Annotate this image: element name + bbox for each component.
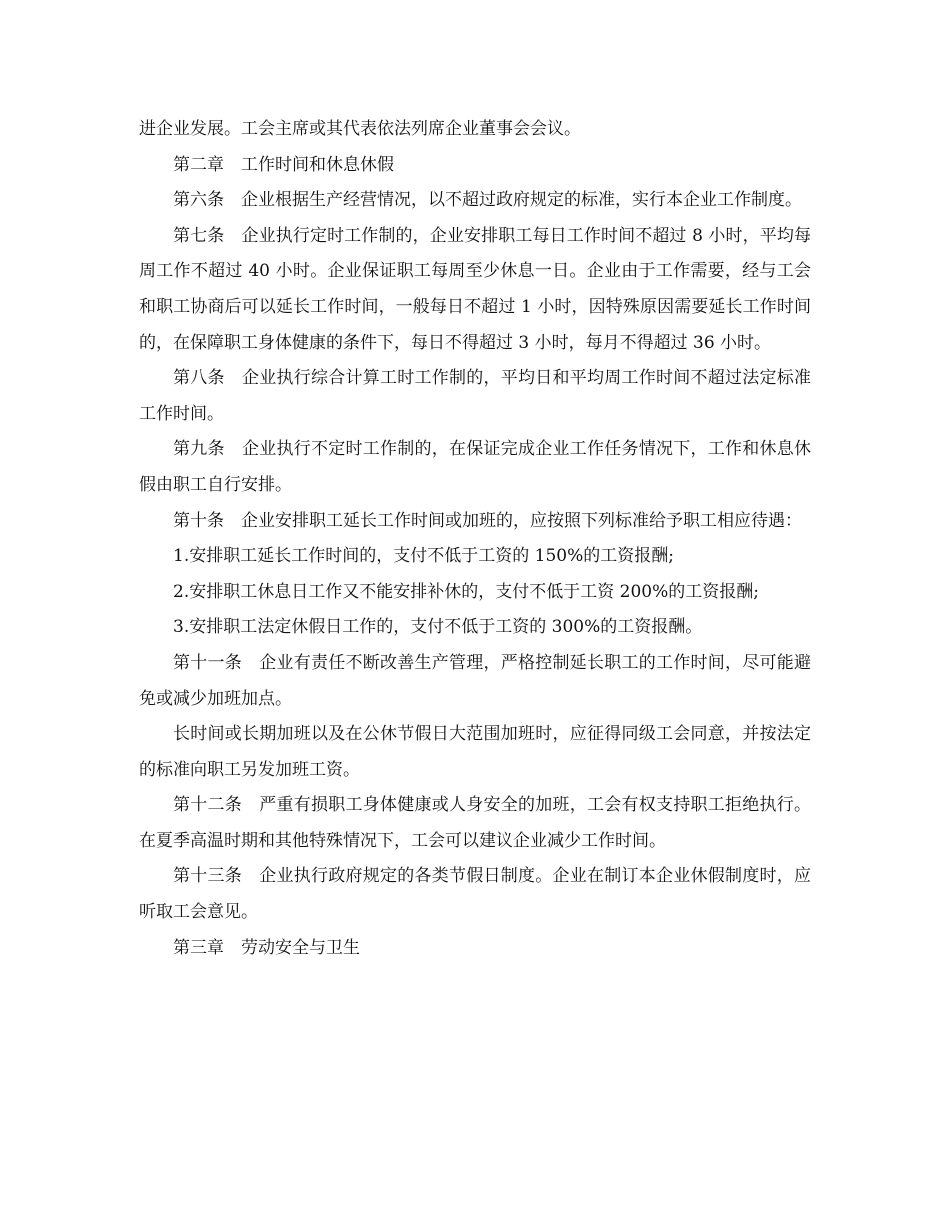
list-item-text: 2.安排职工休息日工作又不能安排补休的，支付不低于工资 200%的工资报酬;	[173, 581, 759, 602]
article-6	[139, 183, 811, 219]
document-body	[139, 112, 811, 966]
paragraph-continuation	[139, 112, 811, 148]
article-11-paragraph-2	[139, 717, 811, 788]
list-item-2	[139, 575, 811, 611]
paragraph-text: 进企业发展。工会主席或其代表依法列席企业董事会会议。	[139, 119, 581, 139]
paragraph-text: 长时间或长期加班以及在公休节假日大范围加班时，应征得同级工会同意，并按法定的标准向职工另发加班工资。	[139, 724, 811, 780]
list-item-text: 1.安排职工延长工作时间的，支付不低于工资的 150%的工资报酬;	[173, 546, 674, 567]
chapter-label: 第二章	[173, 154, 224, 175]
article-text: 企业执行政府规定的各类节假日制度。企业在制订本企业休假制度时，应听取工会意见。	[139, 866, 811, 923]
article-12	[139, 788, 811, 859]
list-item-3	[139, 610, 811, 646]
article-label: 第十三条	[173, 866, 242, 887]
article-label: 第十二条	[173, 795, 242, 816]
article-11	[139, 646, 811, 717]
article-label: 第九条	[173, 439, 225, 460]
article-text: 企业执行不定时工作制的，在保证完成企业工作任务情况下，工作和休息休假由职工自行安排。	[139, 439, 811, 495]
chapter-label: 第三章	[173, 937, 224, 958]
chapter-heading-3	[139, 931, 811, 967]
chapter-heading-2	[139, 148, 811, 184]
chapter-title: 工作时间和休息休假	[241, 154, 394, 175]
list-item-1	[139, 539, 811, 575]
article-text: 企业执行综合计算工时工作制的，平均日和平均周工作时间不超过法定标准工作时间。	[139, 368, 811, 424]
article-label: 第七条	[173, 225, 225, 246]
article-label: 第六条	[173, 190, 224, 211]
chapter-title: 劳动安全与卫生	[241, 937, 360, 958]
article-text: 企业安排职工延长工作时间或加班的，应按照下列标准给予职工相应待遇：	[241, 510, 802, 531]
article-label: 第八条	[173, 368, 225, 389]
article-7	[139, 219, 811, 361]
article-9	[139, 432, 811, 503]
article-text: 企业有责任不断改善生产管理，严格控制延长职工的工作时间，尽可能避免或减少加班加点。	[139, 652, 811, 709]
article-10	[139, 504, 811, 540]
list-item-text: 3.安排职工法定休假日工作的，支付不低于工资的 300%的工资报酬。	[173, 617, 703, 638]
article-text: 企业执行定时工作制的，企业安排职工每日工作时间不超过 8 小时，平均每周工作不超过 40 小时。企业保证职工每周至少休息一日。企业由于工作需要，经与工会和职工协商后可以延长工作时间，一般每日不超过 1 小时，因特殊原因需要延长工作时间的，在保障职工身体健康的条件下，每日不得超过 3 小时，每月不得超过 36 小时。	[139, 225, 812, 353]
article-text: 严重有损职工身体健康或人身安全的加班，工会有权支持职工拒绝执行。在夏季高温时期和其他特殊情况下，工会可以建议企业减少工作时间。	[139, 795, 811, 851]
article-13	[139, 859, 811, 930]
article-label: 第十条	[173, 510, 224, 531]
article-text: 企业根据生产经营情况，以不超过政府规定的标准，实行本企业工作制度。	[241, 190, 802, 211]
article-label: 第十一条	[173, 652, 242, 673]
article-8	[139, 361, 811, 432]
